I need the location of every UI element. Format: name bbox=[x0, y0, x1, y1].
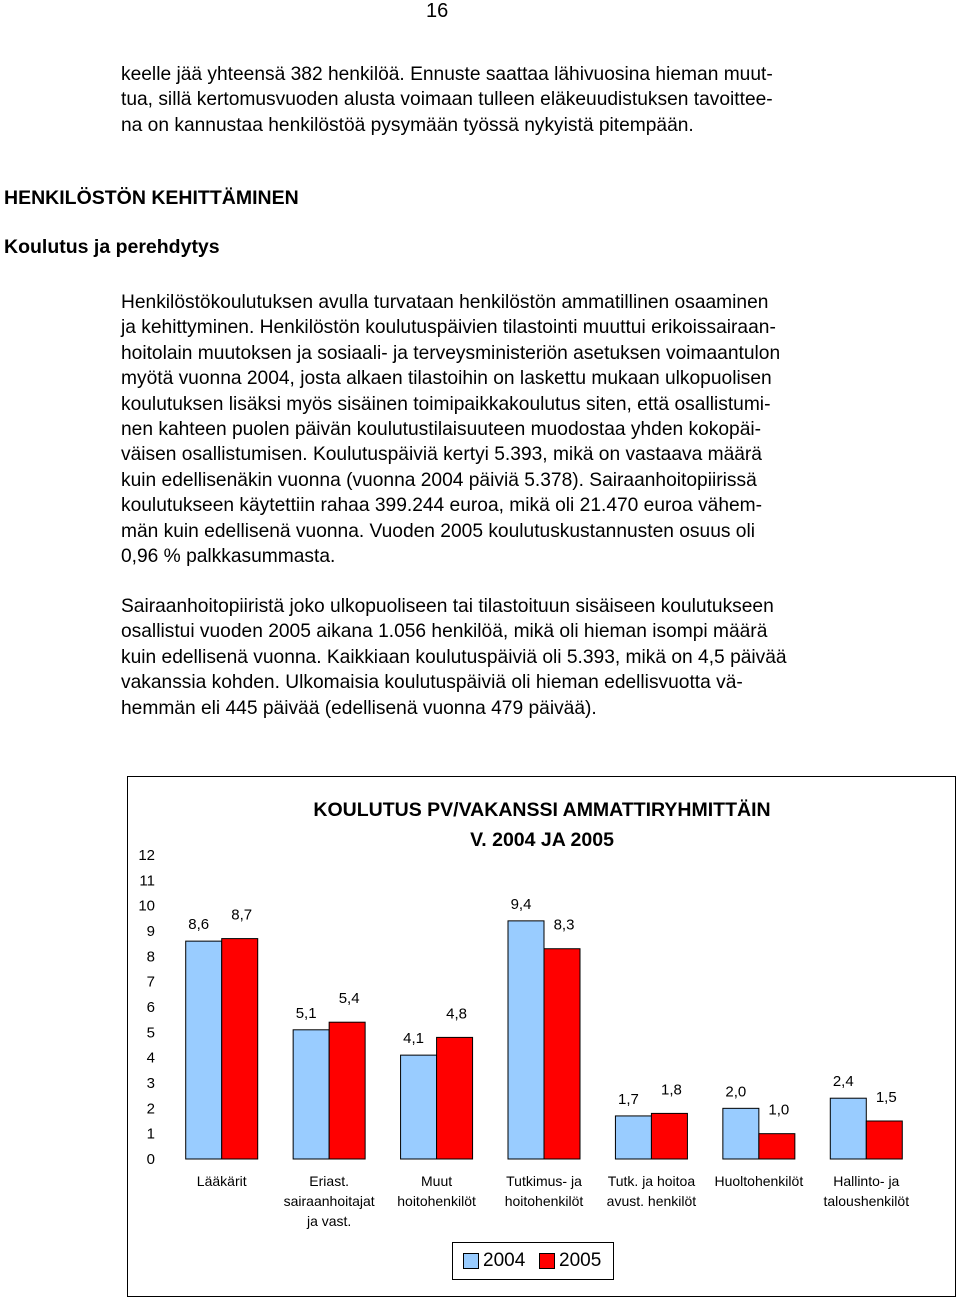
bar-2005 bbox=[544, 949, 580, 1159]
data-label: 1,0 bbox=[768, 1101, 790, 1119]
text-line: koulutukseen käytettiin rahaa 399.244 euroa, mikä oli 21.470 euroa vähem- bbox=[121, 495, 763, 517]
bar-2005 bbox=[222, 939, 258, 1159]
bar-2005 bbox=[437, 1037, 473, 1159]
y-tick-label: 8 bbox=[146, 948, 155, 966]
data-label: 8,3 bbox=[553, 916, 575, 934]
data-label: 4,8 bbox=[446, 1005, 468, 1023]
legend-label: 2004 bbox=[483, 1250, 526, 1271]
y-tick-label: 12 bbox=[138, 847, 155, 864]
y-tick-label: 10 bbox=[138, 897, 155, 915]
text-line: keelle jää yhteensä 382 henkilöä. Ennuste saattaa lähivuosina hieman muut- bbox=[121, 64, 773, 85]
data-label: 1,5 bbox=[875, 1089, 897, 1106]
x-category-label: sairaanhoitajat bbox=[283, 1193, 375, 1209]
y-tick-label: 6 bbox=[146, 999, 155, 1016]
text-line: Sairaanhoitopiiristä joko ulkopuoliseen tai tilastoituun sisäiseen koulutukseen bbox=[121, 596, 774, 617]
x-category-label: ja vast. bbox=[306, 1213, 352, 1229]
bar-2004 bbox=[401, 1055, 437, 1159]
chart-legend bbox=[452, 1242, 614, 1280]
text-line: hemmän eli 445 päivää (edellisenä vuonna 479 päivää). bbox=[121, 697, 597, 719]
y-tick-label: 4 bbox=[146, 1049, 155, 1067]
text-line: hoitolain muutoksen ja sosiaali- ja terveysministeriön asetuksen voimaantulon bbox=[121, 342, 781, 364]
x-category-label: Lääkärit bbox=[196, 1173, 247, 1189]
legend-swatch bbox=[539, 1253, 555, 1269]
y-tick-label: 1 bbox=[146, 1125, 155, 1143]
bar-2004 bbox=[293, 1030, 329, 1159]
y-tick-label: 3 bbox=[146, 1075, 155, 1092]
text-line: väisen osallistumisen. Koulutuspäiviä kertyi 5.393, mikä on vastaava määrä bbox=[121, 444, 762, 466]
y-tick-label: 0 bbox=[146, 1151, 155, 1168]
data-label: 1,7 bbox=[617, 1090, 639, 1108]
text-line: kuin edellisenäkin vuonna (vuonna 2004 päiviä 5.378). Sairaanhoitopiirissä bbox=[121, 469, 757, 491]
y-tick-label: 5 bbox=[146, 1024, 155, 1042]
x-category-label: Tutk. ja hoitoa bbox=[607, 1173, 696, 1189]
text-line: Henkilöstökoulutuksen avulla turvataan henkilöstön ammatillinen osaaminen bbox=[121, 292, 769, 313]
bar-2004 bbox=[508, 921, 544, 1159]
chart-title bbox=[285, 795, 799, 855]
text-line: ja kehittyminen. Henkilöstön koulutuspäivien tilastointi muuttui erikoissairaan- bbox=[121, 317, 776, 339]
text-line: myötä vuonna 2004, josta alkaen tilastoihin on laskettu mukaan ulkopuolisen bbox=[121, 368, 772, 390]
y-tick-label: 7 bbox=[146, 973, 155, 991]
data-label: 8,6 bbox=[188, 916, 210, 934]
legend-swatch bbox=[463, 1253, 479, 1269]
x-category-label: hoitohenkilöt bbox=[397, 1193, 476, 1209]
text-line: nen kahteen puolen päivän koulutustilaisuuteen muodostaa yhden kokopäi- bbox=[121, 419, 762, 441]
text-line: vakanssia kohden. Ulkomaisia koulutuspäiviä oli hieman edellisvuotta vä- bbox=[121, 672, 743, 694]
data-label: 5,4 bbox=[338, 990, 360, 1008]
data-label: 2,0 bbox=[725, 1083, 747, 1101]
x-category-label: Hallinto- ja bbox=[833, 1173, 900, 1189]
bar-2004 bbox=[615, 1116, 651, 1159]
x-category-label: avust. henkilöt bbox=[606, 1193, 697, 1209]
legend-item-2005 bbox=[539, 1250, 601, 1272]
y-tick-label: 11 bbox=[139, 872, 155, 890]
section-heading: HENKILÖSTÖN KEHITTÄMINEN bbox=[4, 187, 299, 209]
data-label: 5,1 bbox=[295, 1004, 317, 1022]
chart-title-line: V. 2004 JA 2005 bbox=[470, 829, 614, 851]
bar-2005 bbox=[651, 1113, 687, 1159]
x-category-label: Eriast. bbox=[309, 1173, 349, 1189]
text-line: na on kannustaa henkilöstöä pysymään työssä nykyistä pitempään. bbox=[121, 114, 694, 136]
text-line: 0,96 % palkkasummasta. bbox=[121, 546, 336, 568]
text-line: osallistui vuoden 2005 aikana 1.056 henkilöä, mikä oli hieman isompi määrä bbox=[121, 621, 768, 643]
text-line: kuin edellisenä vuonna. Kaikkiaan koulutuspäiviä oli 5.393, mikä on 4,5 päivää bbox=[121, 646, 787, 668]
data-label: 8,7 bbox=[231, 906, 253, 924]
x-category-label: hoitohenkilöt bbox=[504, 1193, 584, 1209]
data-label: 4,1 bbox=[403, 1030, 425, 1048]
bar-2004 bbox=[186, 941, 222, 1159]
bar-2005 bbox=[759, 1134, 795, 1159]
x-category-label: Tutkimus- ja bbox=[506, 1173, 582, 1189]
legend-item-2004 bbox=[463, 1250, 525, 1272]
text-line: män kuin edellisenä vuonna. Vuoden 2005 koulutuskustannusten osuus oli bbox=[121, 520, 755, 542]
bar-2004 bbox=[830, 1098, 866, 1159]
data-label: 1,8 bbox=[660, 1081, 682, 1099]
bar-2005 bbox=[866, 1121, 902, 1159]
text-line: tua, sillä kertomusvuoden alusta voimaan tulleen eläkeuudistuksen tavoittee- bbox=[121, 89, 773, 111]
y-tick-label: 9 bbox=[146, 923, 155, 940]
text-line: koulutuksen lisäksi myös sisäinen toimipaikkakoulutus siten, että osallistumi- bbox=[121, 393, 771, 415]
subsection-heading: Koulutus ja perehdytys bbox=[4, 236, 220, 258]
x-category-label: taloushenkilöt bbox=[823, 1193, 910, 1209]
legend-label: 2005 bbox=[559, 1250, 602, 1271]
x-category-label: Muut bbox=[421, 1173, 453, 1189]
x-category-label: Huoltohenkilöt bbox=[714, 1173, 804, 1189]
y-tick-label: 2 bbox=[146, 1100, 155, 1118]
data-label: 2,4 bbox=[832, 1073, 854, 1091]
bar-2005 bbox=[329, 1022, 365, 1159]
data-label: 9,4 bbox=[510, 895, 532, 913]
chart-title-line: KOULUTUS PV/VAKANSSI AMMATTIRYHMITTÄIN bbox=[313, 799, 771, 821]
page-number: 16 bbox=[426, 0, 449, 22]
bar-2004 bbox=[723, 1108, 759, 1159]
